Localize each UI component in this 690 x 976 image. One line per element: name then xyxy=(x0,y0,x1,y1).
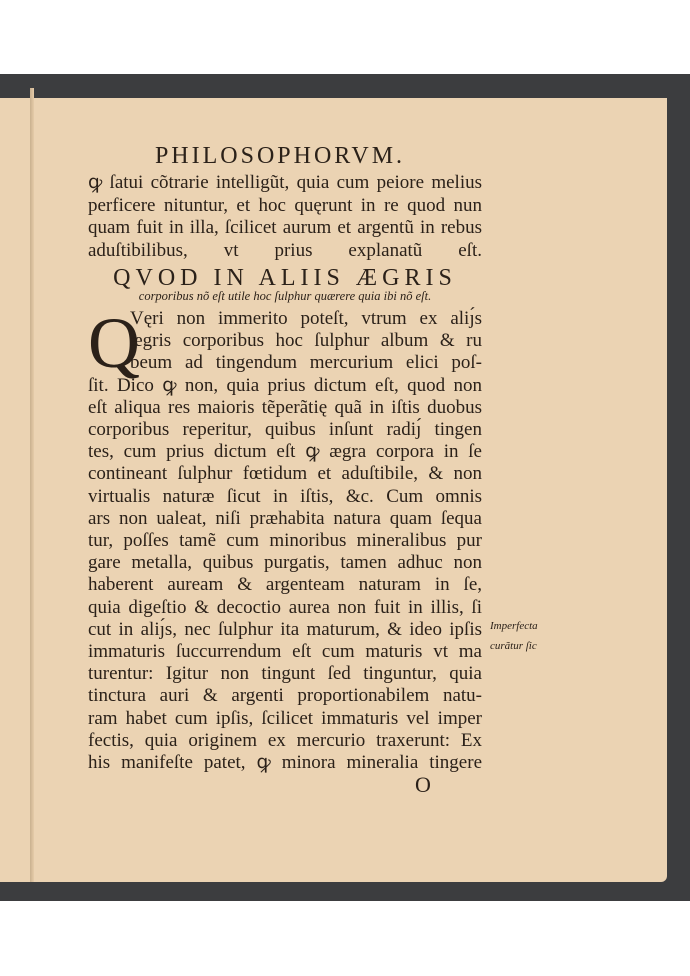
text-line: haberent auream & argenteam naturam in ſe, xyxy=(88,574,482,596)
running-head: PHILOSOPHORVM. xyxy=(154,143,406,169)
text-line: corporibus reperitur, quibus inſunt radiȷ́ tingen xyxy=(88,419,482,440)
drop-cap: Q xyxy=(88,303,140,383)
text-line: contineant ſulphur fœtidum et aduſtibile, & non xyxy=(88,463,482,485)
text-line: turentur: Igitur non tingunt ſed tinguntur, quia xyxy=(88,663,482,685)
text-line: eſt aliqua res maioris tẽperãtię quã in iſtis duobus xyxy=(88,396,482,418)
catchword: O xyxy=(415,772,431,797)
text-line: perficere nituntur, et hoc quęrunt in re quod nun xyxy=(88,194,482,216)
text-line: gare metalla, quibus purgatis, tamen adhuc non xyxy=(88,552,482,574)
text-line: tes, cum prius dictum eſt ꝙ ægra corpora in ſe xyxy=(88,441,482,463)
page-fold xyxy=(30,88,34,882)
text-line: ægris corporibus hoc ſulphur album & ru xyxy=(130,330,482,352)
text-line: Vęri non immerito poteſt, vtrum ex aliȷ́s xyxy=(130,308,482,329)
margin-note: curãtur ſic xyxy=(490,640,537,652)
text-line: immaturis ſuccurrendum eſt cum maturis vt ma xyxy=(88,641,482,662)
text-line: ram habet cum ipſis, ſcilicet immaturis vel imper xyxy=(88,707,482,729)
text-line: ſit. Dico ꝙ non, quia prius dictum eſt, quod non xyxy=(88,374,482,396)
section-heading: QVOD IN ALIIS ÆGRIS xyxy=(113,265,457,291)
text-line: cut in aliȷ́s, nec ſulphur ita maturum, & ideo ipſis xyxy=(88,618,482,640)
section-subheading: corporibus nõ eſt utile hoc ſulphur quærere quia ibi nõ eſt. xyxy=(138,289,432,303)
text-line: tinctura auri & argenti proportionabilem natu- xyxy=(88,685,482,707)
text-line: tur, poſſes tamẽ cum minoribus mineralibus pur xyxy=(88,530,482,551)
text-line: aduſtibilibus, vt prius explanatũ eſt. xyxy=(88,239,482,261)
text-line: beum ad tingendum mercurium elici poſ- xyxy=(130,352,482,374)
margin-note: Imperfecta xyxy=(490,620,538,632)
text-line: ꝙ ſatui cõtrarie intelligũt, quia cum peiore melius xyxy=(88,172,482,193)
text-line: his manifeſte patet, ꝙ minora mineralia tingere xyxy=(88,752,482,773)
text-line: quam fuit in illa, ſcilicet aurum et argentũ in rebus xyxy=(88,217,482,238)
text-line: virtualis naturæ ſicut in iſtis, &c. Cum omnis xyxy=(88,485,482,507)
text-line: fectis, quia originem ex mercurio traxerunt: Ex xyxy=(88,729,482,751)
text-line: quia digeſtio & decoctio aurea non fuit in illis, ſi xyxy=(88,596,482,618)
text-line: ars non ualeat, niſi præhabita natura quam ſequa xyxy=(88,507,482,529)
